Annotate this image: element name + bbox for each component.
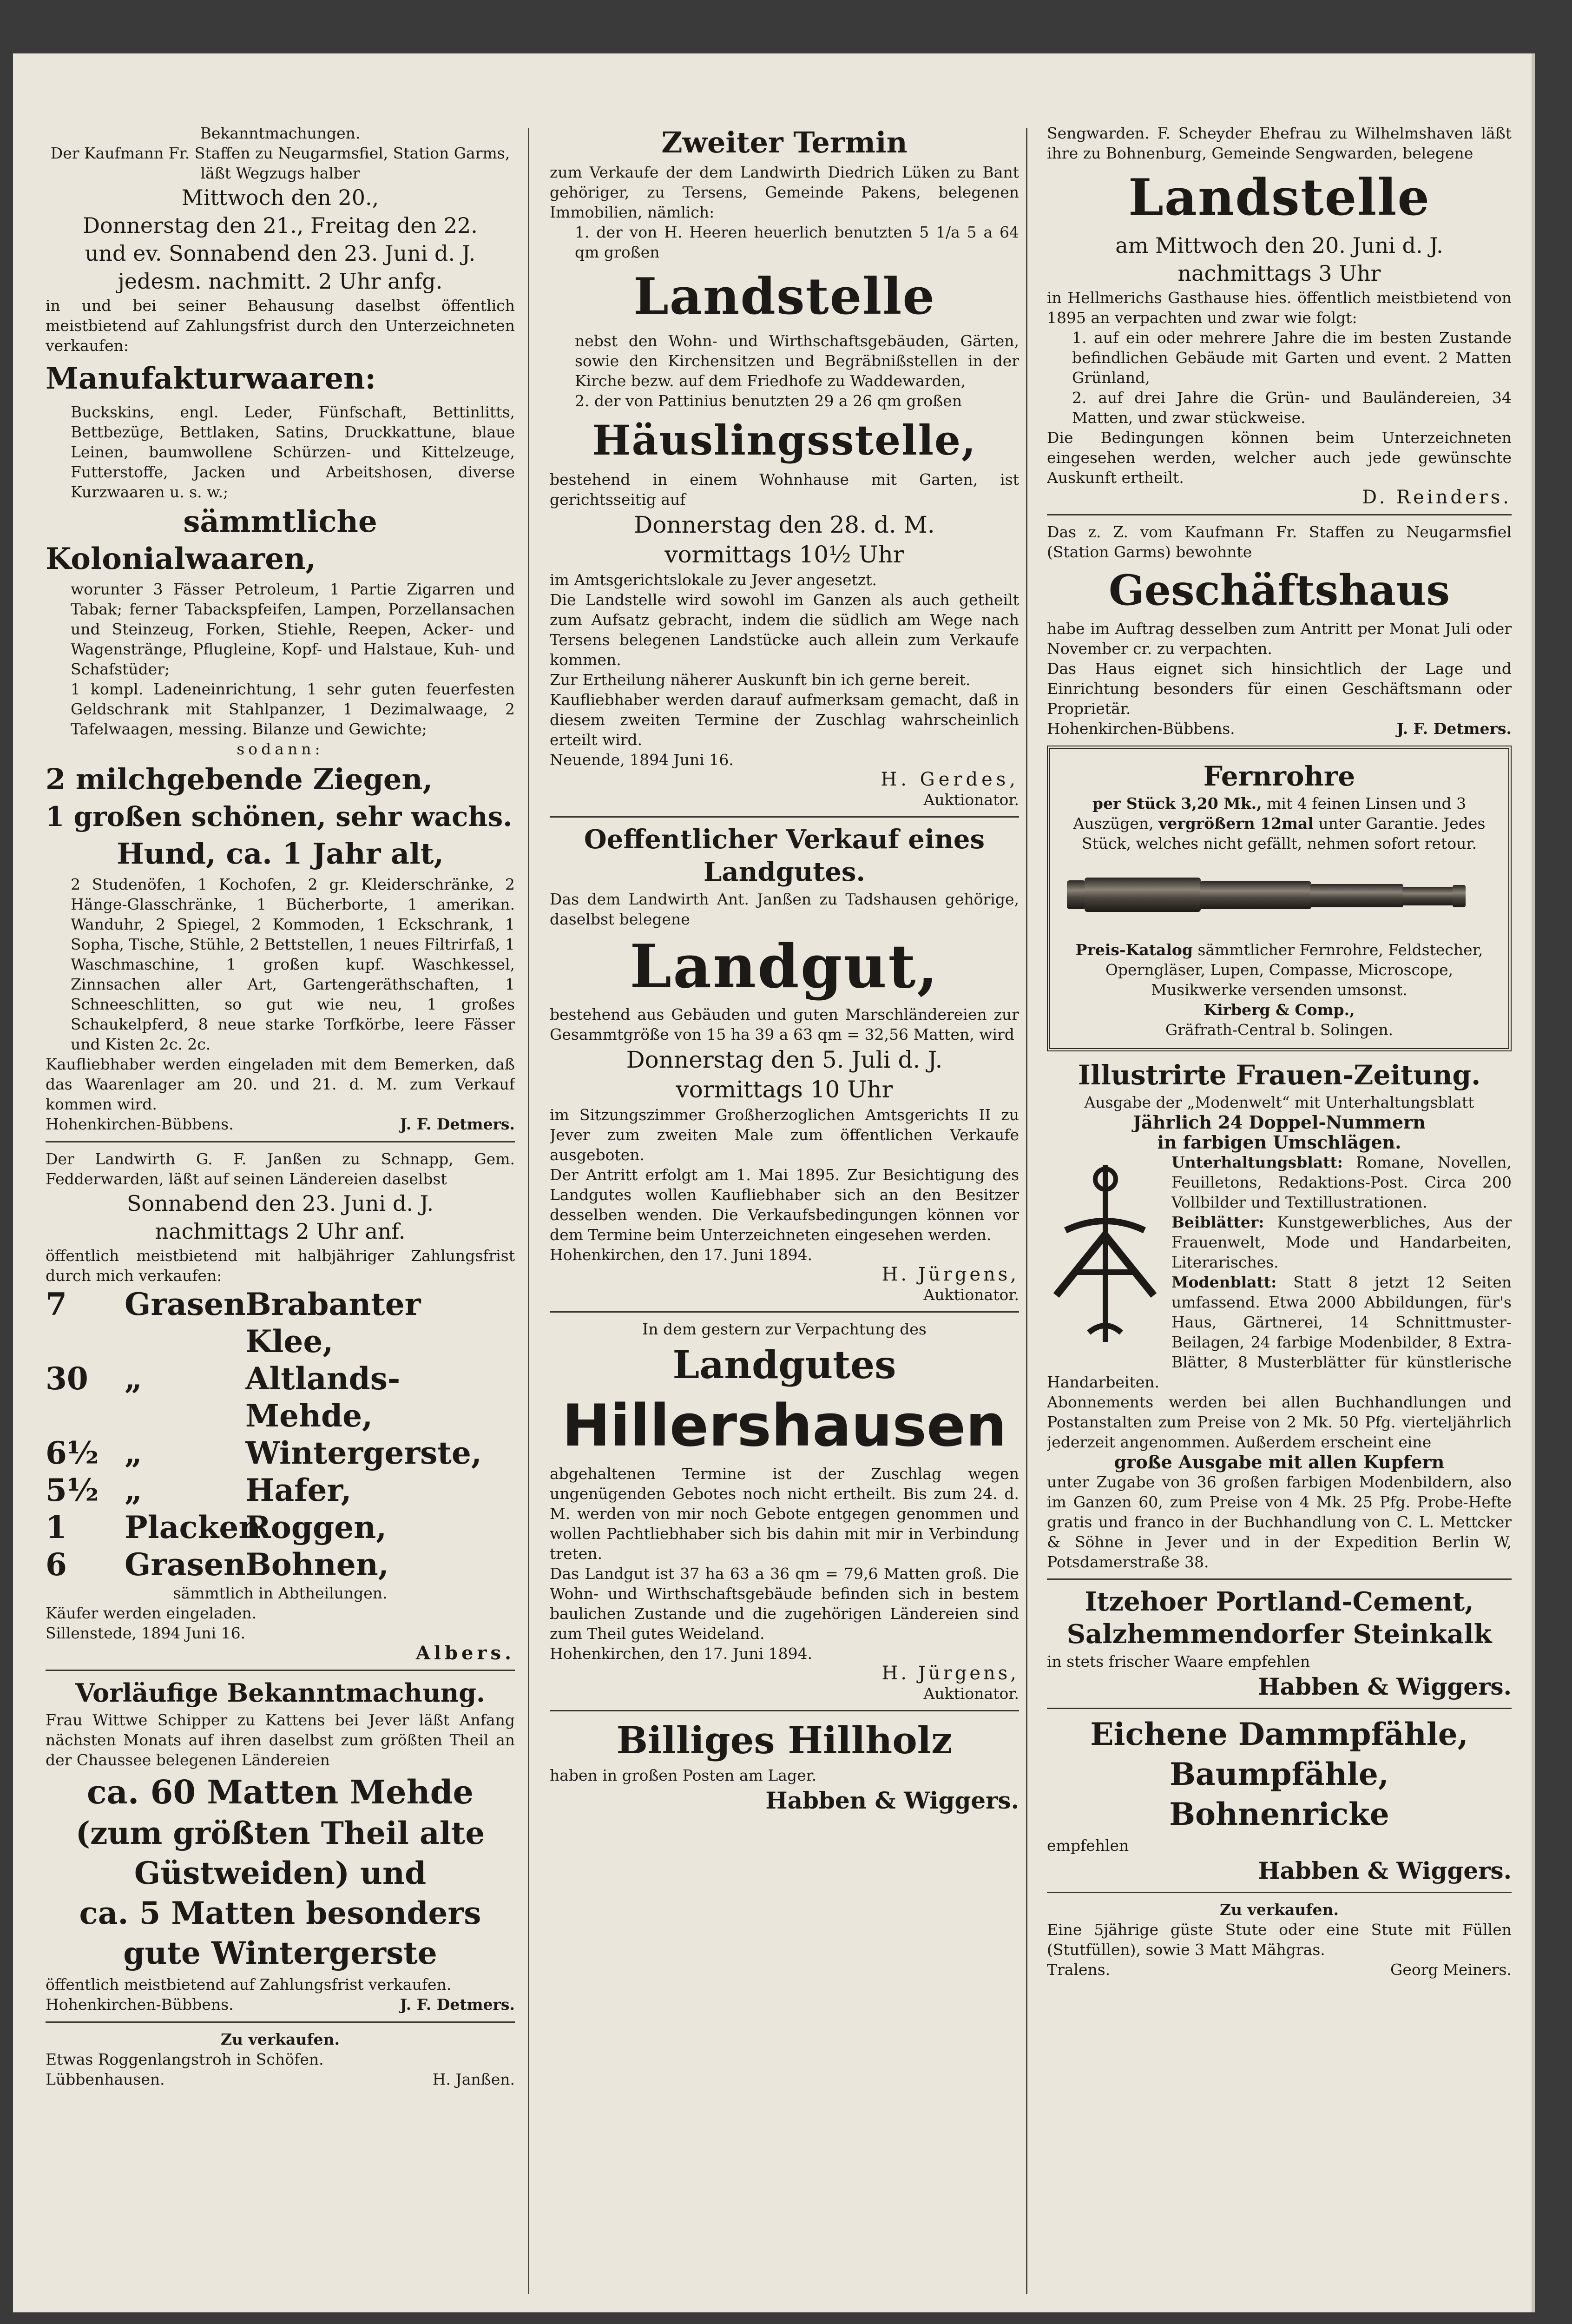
ad-list: 2. der von Pattinius benutzten 29 a 26 qm großen <box>575 392 962 410</box>
ad-text: im Amtsgerichtslokale zu Jever angesetzt. <box>550 571 877 589</box>
ad-separator <box>1047 1578 1512 1580</box>
goods-row <box>46 1472 515 1509</box>
ad-headline: Zu verkaufen. <box>220 2030 340 2048</box>
ad-text: unter Zugabe von 36 großen farbigen Modenbildern, also im Ganzen 60, zum Preise von 4 Mk. 25 Pfg. Probe-Hefte gratis und franco in der Buchhandlung von C. L. Mettcker & Söhne in Jever und in der Expedition Berlin W, Potsdamerstraße 38. <box>1047 1473 1512 1571</box>
ad-signature-title: Auktionator. <box>923 1286 1019 1304</box>
ad-text: Das dem Landwirth Ant. Janßen zu Tadshausen gehörige, daselbst belegene <box>550 890 1019 928</box>
ad-text: Das z. Z. vom Kaufmann Fr. Staffen zu Neugarmsfiel (Station Garms) bewohnte <box>1047 523 1512 561</box>
ad-headline: Landstelle <box>1128 168 1431 227</box>
ad-headline: Zu verkaufen. <box>1219 1901 1339 1919</box>
ad-headline: Hillershausen <box>562 1393 1007 1459</box>
right-edge-strip <box>1532 53 1535 2312</box>
ad-text: Der Landwirth G. F. Janßen zu Schnapp, Gem. Fedderwarden, läßt auf seinen Ländereien daselbst <box>46 1150 515 1188</box>
ad-text: Zur Ertheilung näherer Auskunft bin ich gerne bereit. <box>550 671 971 689</box>
ad-signature-title: Auktionator. <box>923 1684 1019 1703</box>
ad-text: große Ausgabe mit allen Kupfern <box>1114 1452 1445 1472</box>
ad-text: In dem gestern zur Verpachtung des <box>642 1320 927 1338</box>
goods-row <box>46 1434 515 1472</box>
goods-unit: „ <box>125 1360 142 1397</box>
ad-date: Sonnabend den 23. Juni d. J. <box>126 1191 434 1216</box>
column-3 <box>1047 123 1512 1987</box>
ad-signature: Georg Meiners. <box>1390 1961 1512 1979</box>
ad-text: Frau Wittwe Schipper zu Kattens bei Jever läßt Anfang nächsten Monats auf ihren daselbst zum größten Theil an der Chaussee belegenen Ländereien <box>46 1711 515 1769</box>
ad-text: Romane, Novellen, Feuilletons, Redaktions-Post. Circa 200 Vollbilder und Textillustrationen. <box>1171 1153 1512 1211</box>
ad-text: in und bei seiner Behausung daselbst öffentlich meistbietend auf Zahlungsfrist durch den Unterzeichneten verkaufen: <box>46 297 515 355</box>
ad-signature-row <box>1047 1960 1512 1980</box>
ad-date: am Mittwoch den 20. Juni d. J. <box>1115 233 1443 258</box>
goods-qty: 7 <box>46 1286 67 1322</box>
ad-text: in stets frischer Waare empfehlen <box>1047 1652 1310 1670</box>
ad-place: Lübbenhausen. <box>46 2070 165 2088</box>
ad-separator <box>46 2021 515 2023</box>
ad-stute <box>1047 1900 1512 1980</box>
goods-unit: „ <box>125 1472 142 1508</box>
ad-signature-row <box>1047 719 1512 739</box>
ad-signature: Habben & Wiggers. <box>765 1787 1019 1814</box>
ad-headline: Salzhemmendorfer Steinkalk <box>1066 1619 1492 1650</box>
ad-signature: H. Janßen. <box>432 2070 515 2088</box>
ad-text: abgehaltenen Termine ist der Zuschlag wegen ungenügenden Gebotes noch nicht ertheilt. Bis zum 24. d. M. werden von mir noch Gebote entgegen genommen und wollen Pachtliebhaber sich bis dahin mit mir in Verbindung treten. <box>550 1465 1019 1563</box>
ad-signature-row <box>46 2069 515 2090</box>
ad-separator <box>550 816 1019 818</box>
column-1 <box>46 123 515 2096</box>
ad-signature: H. Jürgens, <box>881 1264 1019 1285</box>
ad-signature: Habben & Wiggers. <box>1258 1673 1512 1700</box>
ad-place: Hohenkirchen, den 17. Juni 1894. <box>550 1246 813 1264</box>
ad-text: Statt 8 jetzt 12 Seiten umfassend. Etwa 2000 Abbildungen, für's Haus, Gärtnerei, 14 Schnittmuster-Beilagen, 24 farbige Modenbilder, 8 Extra-Blätter, 8 Musterblätter für künstlerische Handarbeiten. <box>1047 1273 1512 1391</box>
goods-row <box>46 1509 515 1546</box>
ad-text: bestehend aus Gebäuden und guten Marschländereien zur Gesammtgröße von 15 ha 39 a 63 qm = 32,56 Matten, wird <box>550 1005 1019 1043</box>
column-divider-right <box>1026 128 1027 2294</box>
ad-headline: Landgutes. <box>704 857 865 887</box>
ad-headline: (zum größten Theil alte <box>75 1815 485 1851</box>
ad-place: Tralens. <box>1047 1961 1111 1979</box>
ad-frauen-zeitung <box>1047 1060 1512 1572</box>
ad-signature-row <box>46 1994 515 2015</box>
ad-signature: H. Jürgens, <box>881 1663 1019 1684</box>
ad-text: unter Garantie. Jedes Stück, welches nicht gefällt, nehmen sofort retour. <box>1081 814 1486 852</box>
ad-headline: Billiges Hillholz <box>616 1718 953 1762</box>
ad-headline: 1 großen schönen, sehr wachs. <box>46 801 513 832</box>
ad-text: in Hellmerichs Gasthause hies. öffentlich meistbietend von 1895 an verpachten und zwar wie folgt: <box>1047 289 1512 327</box>
ad-text: Eine 5jährige güste Stute oder eine Stute mit Füllen (Stutfüllen), sowie 3 Matt Mähgras. <box>1047 1921 1512 1959</box>
goods-name: Brabanter Klee, <box>245 1286 421 1360</box>
ad-headline: Hund, ca. 1 Jahr alt, <box>117 837 444 871</box>
ad-text: mit 4 feinen Linsen und 3 Auszügen, <box>1073 794 1467 832</box>
ad-signature: Albers. <box>415 1642 515 1664</box>
ad-text: habe im Auftrag desselben zum Antritt per Monat Juli oder November cr. zu verpachten. <box>1047 620 1512 658</box>
ad-headline: Bohnenricke <box>1169 1796 1389 1832</box>
column-2 <box>550 123 1019 1822</box>
ad-headline: Vorläufige Bekanntmachung. <box>75 1678 485 1708</box>
ad-list: 2. auf drei Jahre die Grün- und Bauländereien, 34 Matten, und zwar stückweise. <box>1072 389 1512 427</box>
ad-place: Hohenkirchen, den 17. Juni 1894. <box>550 1644 813 1663</box>
ad-text: zum Verkaufe der dem Landwirth Diedrich Lüken zu Bant gehöriger, zu Tersens, Gemeinde Pakens, belegenen Immobilien, nämlich: <box>550 163 1019 221</box>
ad-company: Kirberg & Comp., <box>1204 1001 1355 1019</box>
ad-date: Mittwoch den 20., <box>181 185 379 210</box>
ad-headline: Geschäftshaus <box>1108 566 1450 615</box>
ad-headline: Itzehoer Portland-Cement, <box>1085 1586 1474 1617</box>
ad-text: sämmtlich in Abtheilungen. <box>173 1584 388 1602</box>
ad-subhead: Beiblätter: <box>1171 1213 1264 1231</box>
ad-text: Der Antritt erfolgt am 1. Mai 1895. Zur Besichtigung des Landgutes wollen Kaufliebhaber sich an den Besitzer desselben wenden. Die Verkaufsbedingungen können vor dem Termine beim Unterzeichneten eingesehen werden. <box>550 1166 1019 1244</box>
ad-text: Käufer werden eingeladen. <box>46 1604 257 1622</box>
ad-schipper-sale <box>46 1677 515 2015</box>
ad-headline: Preis-Katalog <box>1075 941 1193 959</box>
ad-headline: Eichene Dammpfähle, <box>1090 1716 1468 1752</box>
ad-list: worunter 3 Fässer Petroleum, 1 Partie Zigarren und Tabak; ferner Tabackspfeifen, Lampen, Porzellansachen und Steinzeug, Forken, Stiehle, Reepen, Acker- und Wagenstränge, Pflugleine, Kopf- und Halstaue, Kuh- und Schafstüder; <box>71 580 515 678</box>
ad-headline: Zweiter Termin <box>661 125 908 159</box>
ad-signature: Habben & Wiggers. <box>1258 1857 1512 1884</box>
section-heading: Bekanntmachungen. <box>200 124 361 142</box>
ad-separator <box>1047 1892 1512 1893</box>
ad-list: Buckskins, engl. Leder, Fünfschaft, Bettinlitts, Bettbezüge, Bettlaken, Satins, Druckkattune, blaue Leinen, baumwollene Schürzen- und Kittelzeuge, Futterstoffe, Jacken und Arbeitshosen, diverse Kurzwaaren u. s. w.; <box>71 403 515 501</box>
goods-qty: 6 <box>46 1546 67 1583</box>
goods-qty: 30 <box>46 1360 88 1397</box>
ad-place: Hohenkirchen-Bübbens. <box>46 1115 234 1133</box>
ad-place: Hohenkirchen-Bübbens. <box>46 1995 234 2014</box>
ad-price: per Stück 3,20 Mk., <box>1092 794 1262 812</box>
goods-unit: Grasen <box>125 1546 246 1583</box>
ad-text: Der Kaufmann Fr. Staffen zu Neugarmsfiel, Station Garms, läßt Wegzugs halber <box>50 144 510 182</box>
ad-list: 1. der von H. Heeren heuerlich benutzten 5 1/a 5 a 64 qm großen <box>575 223 1019 261</box>
ad-separator <box>1047 1708 1512 1709</box>
ad-list: 2 Studenöfen, 1 Kochofen, 2 gr. Kleiderschränke, 2 Hänge-Glasschränke, 1 Bücherborte, 1 amerikan. Wanduhr, 2 Spiegel, 2 Kommoden, 1 Eckschrank, 1 Sopha, Tische, Stühle, 2 Bettstellen, 1 neues Filtrirfaß, 1 Waschmaschine, 1 großen kupf. Waschkessel, Zinnsachen aller Art, Gartengeräthschaften, 1 Schneeschlitten, so gut wie neu, 1 großes Schaukelpferd, 8 neue starke Torfkörbe, leere Fässer und Kisten 2c. 2c. <box>71 875 515 1053</box>
goods-name: Altlands-Mehde, <box>245 1360 401 1434</box>
ad-date: Donnerstag den 28. d. M. <box>634 511 935 538</box>
goods-unit: Grasen <box>125 1286 246 1322</box>
ad-signature: D. Reinders. <box>1362 487 1512 508</box>
telescope-icon <box>1062 862 1471 931</box>
goods-row <box>46 1286 515 1360</box>
ad-sengwarden-landstelle <box>1047 123 1512 508</box>
ad-headline: Kolonialwaaren, <box>46 541 316 576</box>
ad-place: Gräfrath-Central b. Solingen. <box>1165 1021 1394 1039</box>
ad-text: Etwas Roggenlangstroh in Schöfen. <box>46 2050 324 2068</box>
ad-text: Das Haus eignet sich hinsichtlich der Lage und Einrichtung besonders für einen Geschäftsmann oder Proprietär. <box>1047 660 1512 718</box>
ad-date: vormittags 10½ Uhr <box>664 541 904 568</box>
ad-date: Donnerstag den 21., Freitag den 22. <box>83 213 478 238</box>
ad-separator <box>550 1710 1019 1711</box>
ad-text: öffentlich meistbietend mit halbjähriger Zahlungsfrist durch mich verkaufen: <box>46 1247 515 1285</box>
ad-text: öffentlich meistbietend auf Zahlungsfrist verkaufen. <box>46 1975 452 1994</box>
ad-text: Ausgabe der „Modenwelt“ mit Unterhaltungsblatt <box>1084 1093 1474 1111</box>
ad-landgut-verkauf <box>550 824 1019 1305</box>
ad-text: in farbigen Umschlägen. <box>1157 1132 1401 1153</box>
ad-headline: Fernrohre <box>1203 760 1355 792</box>
ad-headline: Oeffentlicher Verkauf eines <box>584 824 985 855</box>
ad-signature-title: Auktionator. <box>923 791 1019 809</box>
ad-headline: Landstelle <box>633 267 936 326</box>
ad-text: Sengwarden. F. Scheyder Ehefrau zu Wilhelmshaven läßt ihre zu Bohnenburg, Gemeinde Sengwarden, belegene <box>1047 124 1512 162</box>
ad-date: nachmittags 3 Uhr <box>1177 261 1381 286</box>
goods-name: Roggen, <box>245 1509 387 1545</box>
ad-text: haben in großen Posten am Lager. <box>550 1766 817 1784</box>
column-divider-left <box>528 128 529 2294</box>
ad-staffen-auction <box>46 123 515 1135</box>
ad-text: empfehlen <box>1047 1836 1129 1855</box>
ad-billiges-hillholz <box>550 1718 1019 1815</box>
ad-text: Jährlich 24 Doppel-Nummern <box>1133 1112 1426 1133</box>
ad-headline: Häuslingsstelle, <box>592 416 977 464</box>
ad-signature: J. F. Detmers. <box>400 1995 515 2014</box>
ad-list: 1 kompl. Ladeneinrichtung, 1 sehr guten feuerfesten Geldschrank mit Stahlpanzer, 1 Dezimalwaage, 2 Tafelwaagen, messing. Bilanze und Gewichte; <box>71 680 515 738</box>
ad-subhead: Unterhaltungsblatt: <box>1171 1153 1343 1171</box>
ad-headline: Landgutes <box>672 1343 896 1387</box>
ad-headline: 2 milchgebende Ziegen, <box>46 762 433 796</box>
ad-date: und ev. Sonnabend den 23. Juni d. J. <box>85 241 476 266</box>
ad-list: 1. auf ein oder mehrere Jahre die im besten Zustande befindlichen Gebäude mit Garten und event. 2 Matten Grünland, <box>1072 329 1512 387</box>
ad-text: vergrößern 12mal <box>1158 814 1314 832</box>
ad-separator <box>46 1670 515 1671</box>
ad-headline: Illustrirte Frauen-Zeitung. <box>1078 1059 1481 1091</box>
ad-separator <box>550 1311 1019 1313</box>
ad-text: Abonnements werden bei allen Buchhandlungen und Postanstalten zum Preise von 2 Mk. 50 Pfg. vierteljährlich jederzeit angenommen. Außerdem erscheint eine <box>1047 1393 1512 1451</box>
ad-hillershausen <box>550 1319 1019 1703</box>
goods-row <box>46 1360 515 1434</box>
ad-headline: Güstweiden) und <box>134 1855 427 1891</box>
ad-text: Die Bedingungen können beim Unterzeichneten eingesehen werden, welcher auch jede gewünschte Auskunft ertheilt. <box>1047 429 1512 487</box>
goods-qty: 6½ <box>46 1435 99 1471</box>
ad-text: Kunstgewerbliches, Aus der Frauenwelt, Mode und Handarbeiten, Literarisches. <box>1171 1213 1512 1271</box>
ad-date: Donnerstag den 5. Juli d. J. <box>626 1046 943 1073</box>
ad-text: Kaufliebhaber werden eingeladen mit dem Bemerken, daß das Waarenlager am 20. und 21. d. M. zum Verkauf kommen wird. <box>46 1055 515 1113</box>
ad-date: jedesm. nachmitt. 2 Uhr anfg. <box>118 269 443 294</box>
ad-fernrohre-box <box>1047 746 1512 1051</box>
ad-text: im Sitzungszimmer Großherzoglichen Amtsgerichts II zu Jever zum zweiten Male zum öffentlichen Verkaufe ausgeboten. <box>550 1106 1019 1164</box>
ad-separator <box>46 1141 515 1142</box>
ad-place: Hohenkirchen-Bübbens. <box>1047 720 1235 738</box>
goods-table <box>46 1286 515 1583</box>
newspaper-page <box>13 53 1535 2312</box>
ad-signature: J. F. Detmers. <box>1396 720 1512 738</box>
ad-geschaeftshaus <box>1047 522 1512 739</box>
ad-zweiter-termin <box>550 125 1019 810</box>
ad-separator <box>1047 514 1512 515</box>
ad-signature-row <box>46 1114 515 1135</box>
ad-place: Neuende, 1894 Juni 16. <box>550 751 734 769</box>
ad-headline: Landgut, <box>630 932 939 1002</box>
ad-headline: ca. 5 Matten besonders <box>79 1895 481 1931</box>
ad-headline: Baumpfähle, <box>1170 1756 1389 1792</box>
ad-place: Sillenstede, 1894 Juni 16. <box>46 1624 246 1642</box>
ad-roggenstroh <box>46 2029 515 2090</box>
ad-text: Die Landstelle wird sowohl im Ganzen als auch getheilt zum Aufsatz gebracht, indem die südlich am Wege nach Tersens belegenen Landstücke auch allein zum Verkaufe kommen. <box>550 591 1019 669</box>
ad-text: Kaufliebhaber werden darauf aufmerksam gemacht, daß in diesem zweiten Termine der Zuschlag wahrscheinlich erteilt wird. <box>550 691 1019 749</box>
goods-unit: Placken <box>125 1509 261 1545</box>
goods-qty: 1 <box>46 1509 67 1545</box>
monogram-ornament-icon <box>1047 1156 1163 1351</box>
ad-headline: ca. 60 Matten Mehde <box>86 1773 474 1811</box>
ad-signature: H. Gerdes, <box>881 769 1019 790</box>
ad-text: sodann: <box>237 740 324 758</box>
ad-headline: sämmtliche <box>183 504 377 539</box>
ad-headline: gute Wintergerste <box>123 1935 437 1971</box>
ad-subhead: Modenblatt: <box>1171 1273 1277 1291</box>
ad-pfaehle <box>1047 1716 1512 1885</box>
goods-row <box>46 1546 515 1583</box>
ad-text: sämmtlicher Fernrohre, Feldstecher, Operngläser, Lupen, Compasse, Microscope, Musikwerke versenden umsonst. <box>1105 941 1483 999</box>
ad-headline: Manufakturwaaren: <box>46 361 376 396</box>
goods-name: Bohnen, <box>245 1546 389 1583</box>
ad-text: Das Landgut ist 37 ha 63 a 36 qm = 79,6 Matten groß. Die Wohn- und Wirthschaftsgebäude befinden sich in bestem baulichen Zustande und die zugehörigen Ländereien sind zum Theil gutes Weideland. <box>550 1565 1019 1643</box>
goods-name: Hafer, <box>245 1472 352 1508</box>
goods-unit: „ <box>125 1435 142 1471</box>
ad-date: vormittags 10 Uhr <box>676 1076 893 1103</box>
goods-qty: 5½ <box>46 1472 99 1508</box>
goods-name: Wintergerste, <box>245 1435 482 1471</box>
ad-date: nachmittags 2 Uhr anf. <box>155 1219 406 1244</box>
ad-signature: J. F. Detmers. <box>400 1115 515 1133</box>
telescope-illustration <box>1062 862 1496 931</box>
ad-janssen-auction <box>46 1149 515 1663</box>
ad-list: nebst den Wohn- und Wirthschaftsgebäuden, Gärten, sowie den Kirchensitzen und Begräbnißstellen in der Kirche bezw. auf dem Friedhofe zu Waddewarden, <box>575 332 1019 390</box>
ad-cement <box>1047 1586 1512 1701</box>
ad-text: bestehend in einem Wohnhause mit Garten, ist gerichtsseitig auf <box>550 470 1019 508</box>
